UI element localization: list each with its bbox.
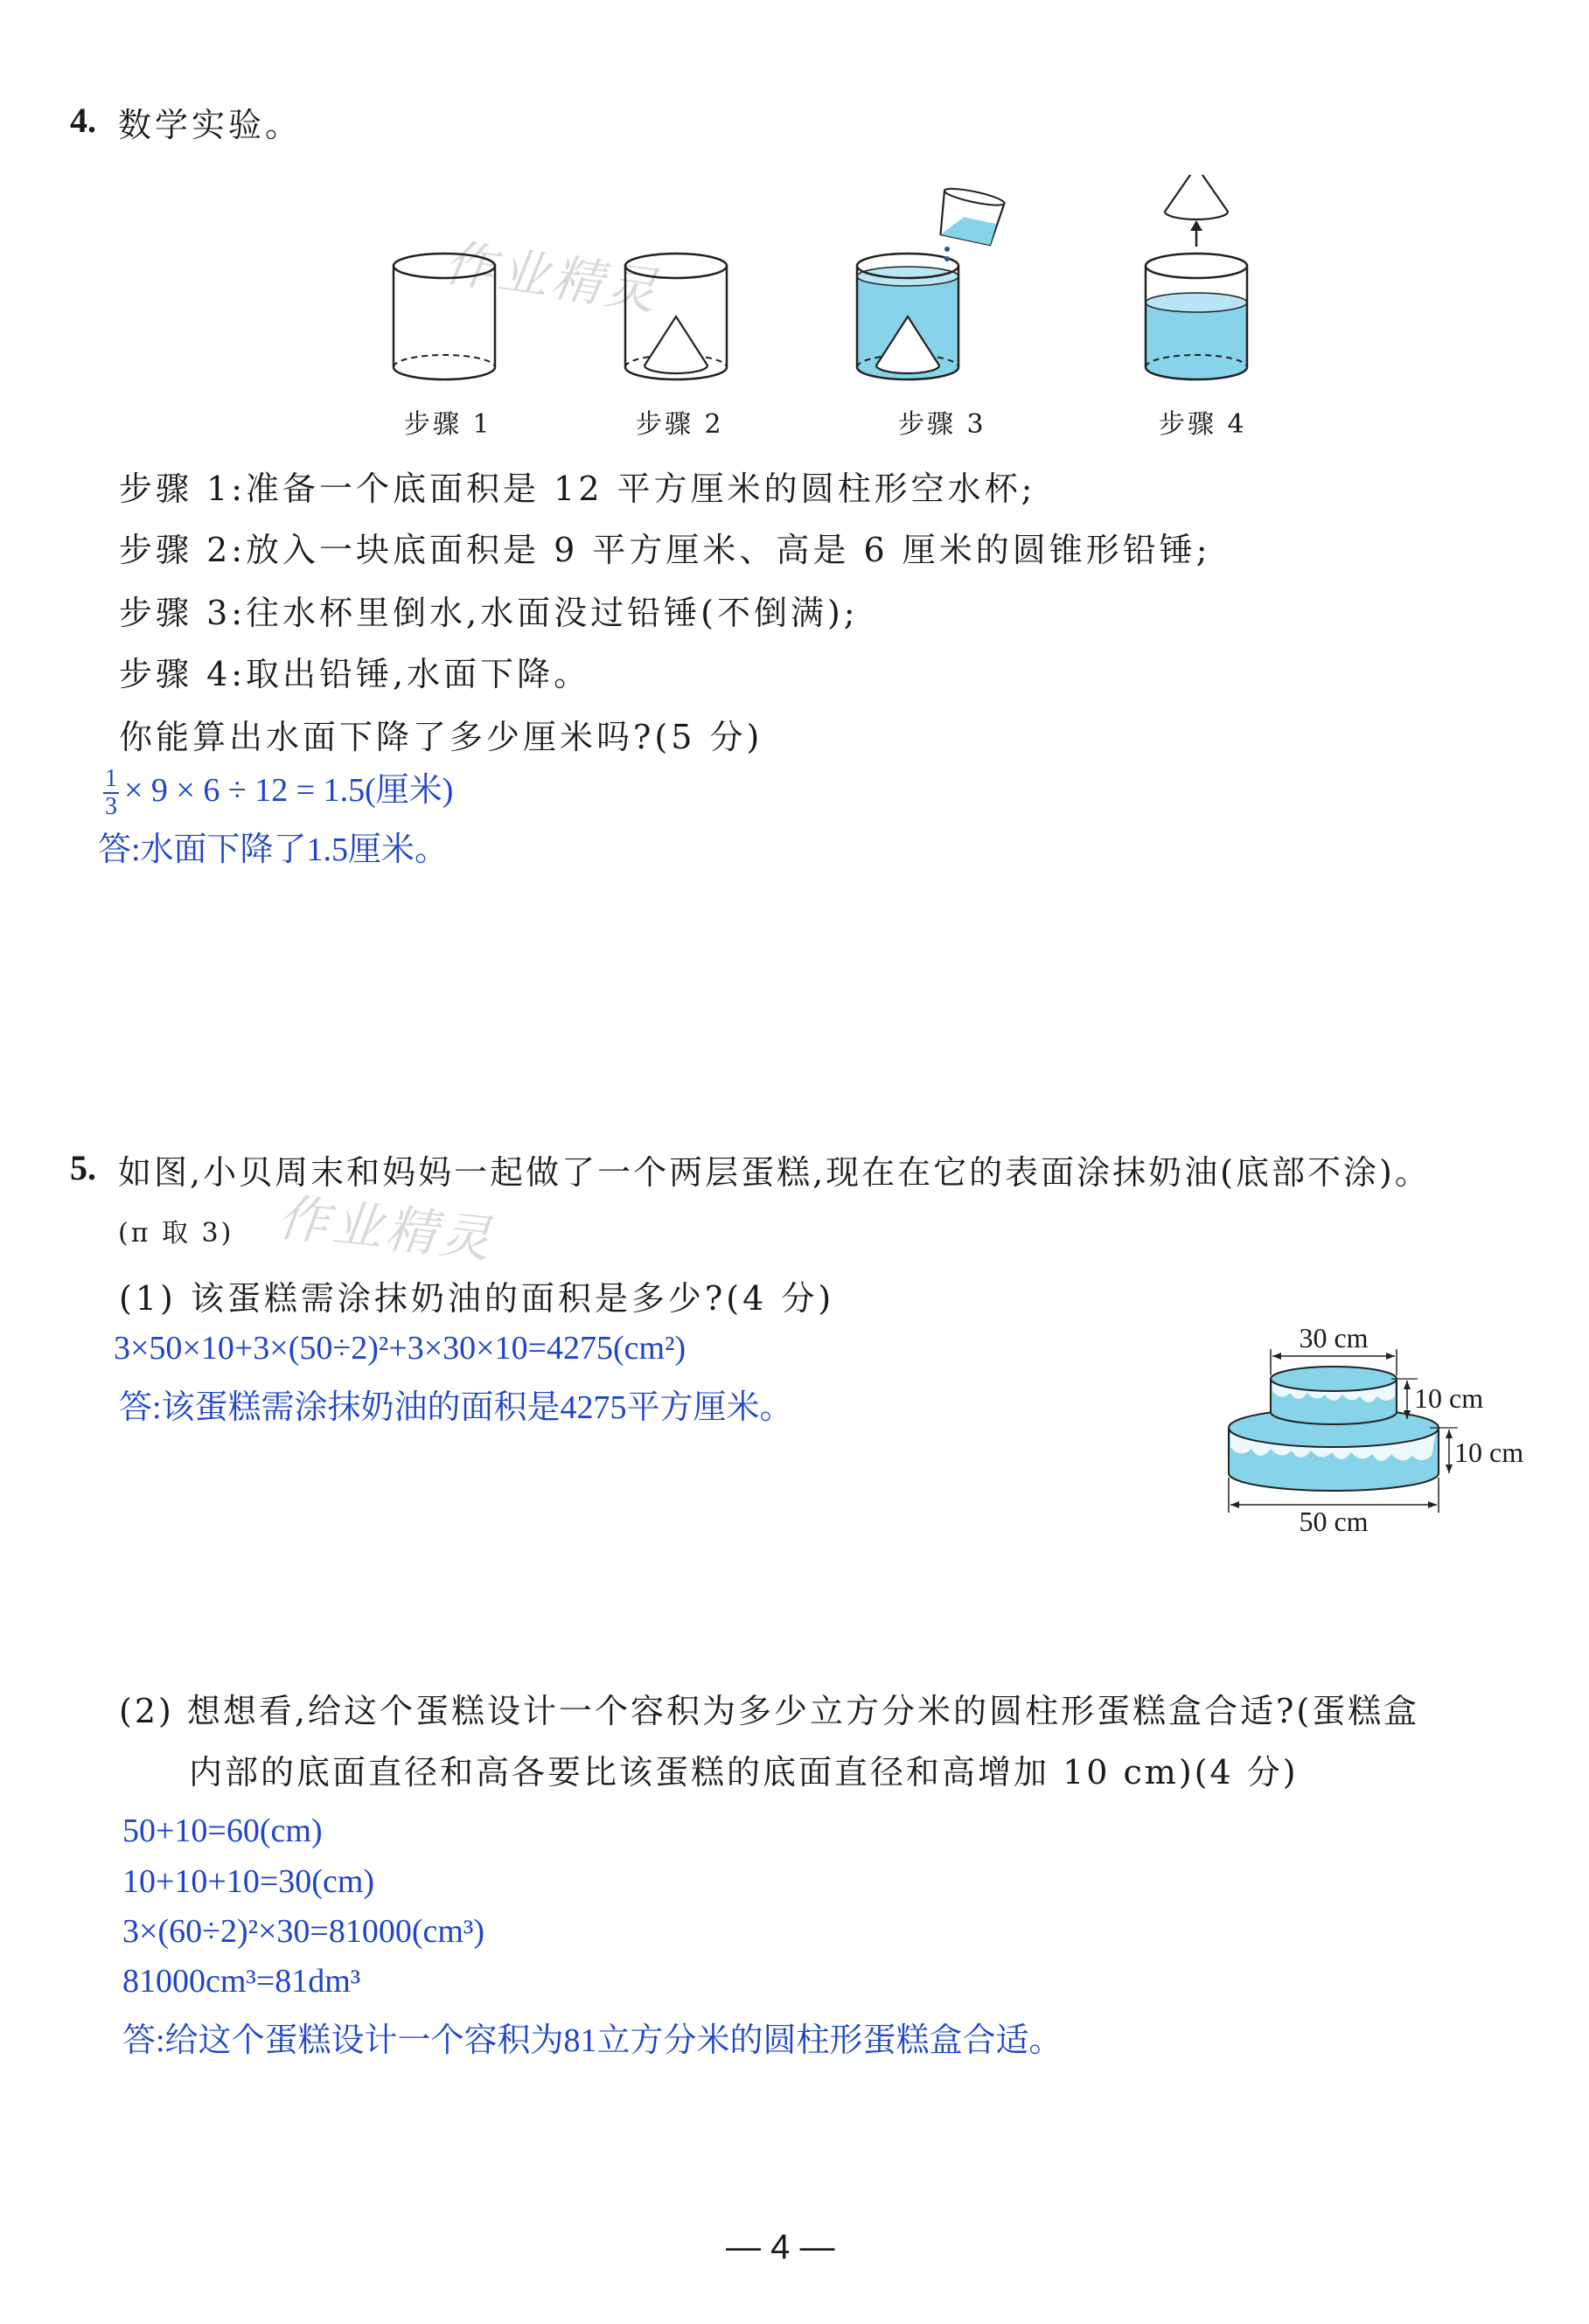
cylinder-step2 [625,254,727,379]
cake-bottom-height-label: 10 cm [1454,1437,1524,1468]
q4-answer-text: 答:水面下降了1.5厘米。 [98,831,449,868]
step-text-3: 步骤 3:往水杯里倒水,水面没过铅锤(不倒满); [119,594,859,632]
q5-part2-answer-text: 答:给这个蛋糕设计一个容积为81立方分米的圆柱形蛋糕盒合适。 [122,2022,1063,2059]
fraction [103,766,119,820]
q4-title: 数学实验。 [118,106,303,144]
fraction-numerator: 1 [105,765,117,793]
pouring-cup [936,185,1006,246]
cylinder-step1 [394,254,495,379]
q5-part2-answer-line: 3×(60÷2)²×30=81000(cm³) [122,1913,484,1950]
cake-top-tier [1271,1367,1397,1424]
cake-bottom-diameter-label: 50 cm [1299,1506,1369,1537]
step-label-2: 步骤 2 [636,409,724,440]
step-text-2: 步骤 2:放入一块底面积是 9 平方厘米、高是 6 厘米的圆锥形铅锤; [119,531,1211,569]
footer-dash-right: — [790,2228,835,2266]
step-text-1: 步骤 1:准备一个底面积是 12 平方厘米的圆柱形空水杯; [119,470,1036,508]
q5-part1-question: (1) 该蛋糕需涂抹奶油的面积是多少?(4 分) [119,1279,835,1318]
watermark: 作业精灵 [275,1187,498,1270]
page-number: 4 [770,2228,791,2266]
cake-top-height-label: 10 cm [1414,1382,1484,1414]
step-text-4: 步骤 4:取出铅锤,水面下降。 [119,655,591,693]
cylinder-step3 [857,254,958,379]
cake-figure [1220,1325,1552,1543]
watermark: 作业精灵 [440,233,664,322]
footer-dash-left: — [726,2228,771,2266]
step-label-1: 步骤 1 [404,409,492,440]
q4-number: 4. [70,101,96,140]
formula-text: × 9 × 6 ÷ 12 = 1.5(厘米) [124,772,454,809]
q4-answer-formula [103,762,453,820]
lifted-cone [1165,175,1228,247]
q5-part2-question-line2: 内部的底面直径和高各要比该蛋糕的底面直径和高增加 10 cm)(4 分) [189,1753,1299,1792]
q5-part2-answer-line: 10+10+10=30(cm) [122,1863,375,1900]
q5-part1-answer: 答:该蛋糕需涂抹奶油的面积是4275平方厘米。 [119,1389,793,1426]
step-label-3: 步骤 3 [898,409,986,440]
q5-part2-answer-line: 50+10=60(cm) [122,1813,323,1849]
page-footer [726,2228,835,2267]
q5-part2-question-line1: (2) 想想看,给这个蛋糕设计一个容积为多少立方分米的圆柱形蛋糕盒合适?(蛋糕盒 [119,1692,1420,1730]
q5-number: 5. [70,1148,96,1187]
experiment-figure [367,175,1277,446]
q4-question: 你能算出水面下降了多少厘米吗?(5 分) [119,718,763,756]
q5-part2-answer-line: 81000cm³=81dm³ [122,1963,361,2000]
fraction-denominator: 3 [105,793,117,821]
q5-title: 如图,小贝周末和妈妈一起做了一个两层蛋糕,现在在它的表面涂抹奶油(底部不涂)。 [118,1153,1431,1192]
q5-pi-note: (π 取 3) [118,1218,234,1249]
cylinder-step4 [1146,254,1247,379]
step-label-4: 步骤 4 [1159,409,1247,440]
cake-top-diameter-label: 30 cm [1299,1325,1369,1353]
q5-part1-formula: 3×50×10+3×(50÷2)²+3×30×10=4275(cm²) [114,1330,686,1367]
